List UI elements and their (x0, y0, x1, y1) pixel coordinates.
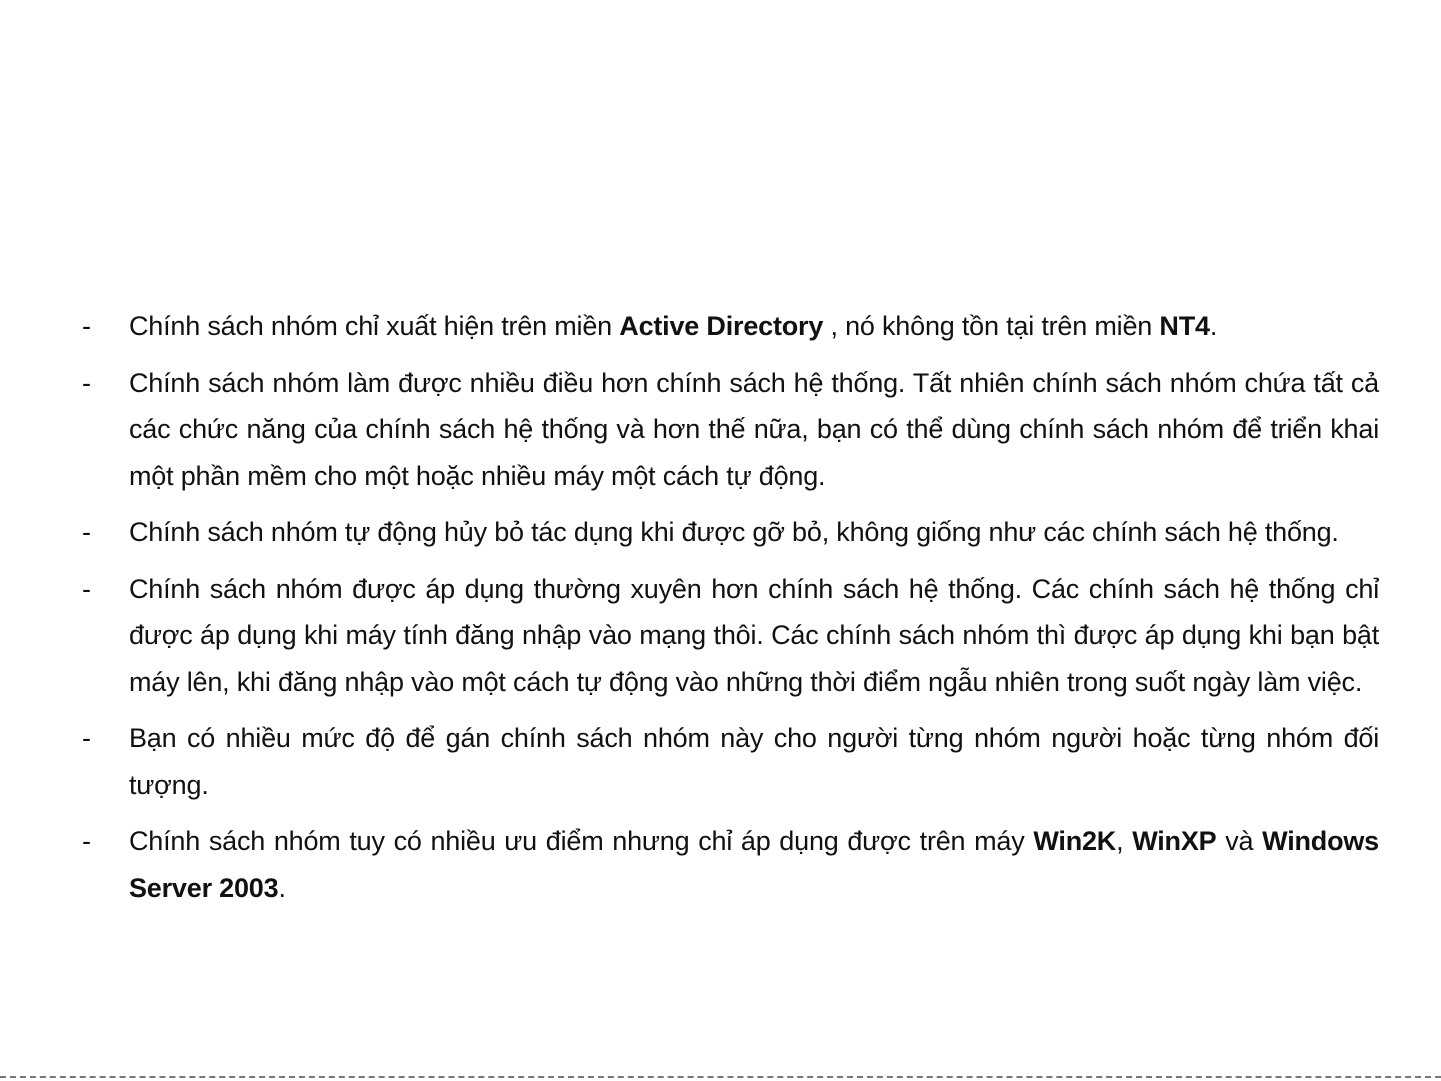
bullet-item-3 (82, 509, 1379, 556)
bold-term: Win2K (1033, 826, 1117, 856)
bullet-item-1 (82, 303, 1379, 350)
bullet-text (129, 826, 1379, 903)
bullet-item-4 (82, 566, 1379, 706)
bullet-dash: - (82, 723, 91, 753)
text-run: Chính sách nhóm được áp dụng thường xuyên hơn chính sách hệ thống. Các chính sách hệ thống chỉ được áp dụng khi máy tính đăng nhập vào mạng thôi. Các chính sách nhóm thì được áp dụng khi bạn bật máy lên, khi đăng nhập vào một cách tự động vào những thời điểm ngẫu nhiên trong suốt ngày làm việc. (129, 573, 1379, 697)
bullet-text (129, 574, 1379, 697)
text-run: Chính sách nhóm tuy có nhiều ưu điểm nhưng chỉ áp dụng được trên máy (129, 826, 1034, 856)
bullet-text (129, 311, 1217, 341)
bullet-dash: - (82, 367, 91, 398)
page-bottom-divider (0, 1076, 1441, 1078)
text-run: . (1209, 311, 1218, 341)
text-run: , (1116, 826, 1133, 856)
bullet-dash: - (82, 573, 91, 604)
text-run: Chính sách nhóm chỉ xuất hiện trên miền (129, 311, 620, 341)
text-run: , nó không tồn tại trên miền (823, 311, 1160, 341)
bullet-text (129, 723, 1379, 800)
bullet-dash: - (82, 517, 91, 547)
bullet-dash: - (82, 311, 91, 341)
bullet-list (82, 303, 1379, 921)
bullet-text (129, 368, 1379, 491)
bullet-text (129, 517, 1339, 547)
text-run: Chính sách nhóm tự động hủy bỏ tác dụng khi được gỡ bỏ, không giống như các chính sách hệ thống. (129, 517, 1339, 547)
text-run: và (1216, 826, 1263, 856)
text-run: . (278, 872, 286, 903)
text-run: Chính sách nhóm làm được nhiều điều hơn chính sách hệ thống. Tất nhiên chính sách nhóm chứa tất cả các chức năng của chính sách hệ thống và hơn thế nữa, bạn có thể dùng chính sách nhóm để triển khai một phần mềm cho một hoặc nhiều máy một cách tự động. (129, 367, 1379, 491)
bullet-item-2 (82, 360, 1379, 500)
bold-term: NT4 (1159, 311, 1210, 341)
bullet-item-5 (82, 715, 1379, 808)
bold-term: Windows Server 2003 (129, 826, 1379, 903)
bold-term: Active Directory (619, 311, 824, 341)
bullet-item-6 (82, 818, 1379, 911)
bold-term: WinXP (1132, 826, 1217, 856)
bullet-dash: - (82, 826, 91, 856)
text-run: Bạn có nhiều mức độ để gán chính sách nhóm này cho người từng nhóm người hoặc từng nhóm đối tượng. (129, 723, 1379, 800)
